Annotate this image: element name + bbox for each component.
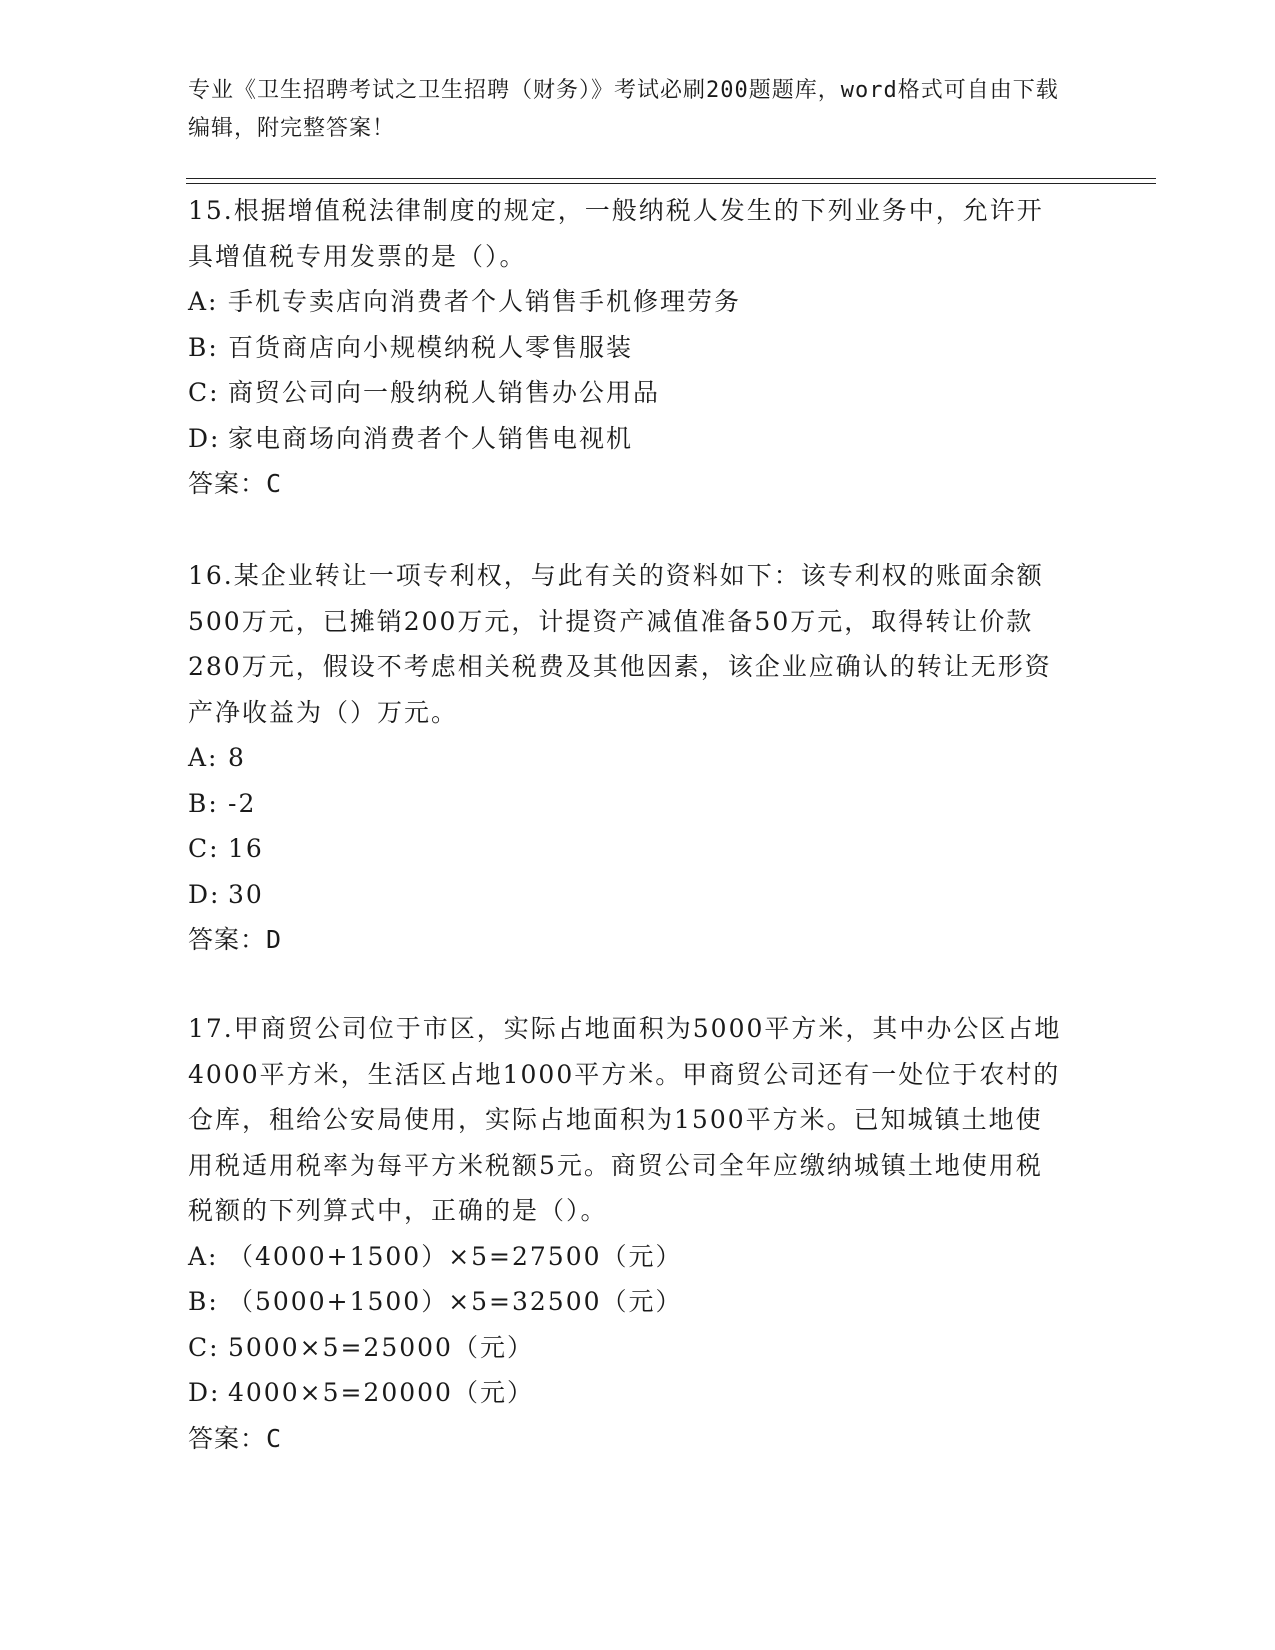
option-key: A: — [188, 1241, 219, 1271]
question-stem: 16.某企业转让一项专利权，与此有关的资料如下：该专利权的账面余额500万元，已摊销200万元，计提资产减值准备50万元，取得转让价款280万元，假设不考虑相关税费及其他因素，该企业应确认的转让无形资产净收益为（）万元。 — [188, 561, 1052, 727]
answer-line: 答案：C — [188, 1423, 283, 1453]
option-key: C: — [188, 834, 220, 863]
option-text: （4000+1500）×5=27500（元） — [228, 1241, 683, 1271]
option-b — [188, 325, 1068, 371]
option-key: B: — [188, 788, 219, 818]
option-text: 商贸公司向一般纳税人销售办公用品 — [228, 378, 661, 407]
option-text: （5000+1500）×5=32500（元） — [228, 1287, 683, 1316]
option-key: D: — [188, 879, 221, 909]
option-b — [188, 1279, 1068, 1325]
option-b — [188, 781, 1068, 827]
option-key: C: — [188, 378, 220, 407]
option-a — [188, 1234, 1068, 1280]
option-text: -2 — [228, 788, 257, 818]
question-16 — [188, 553, 1068, 963]
question-15 — [188, 188, 1068, 507]
question-stem: 17.甲商贸公司位于市区，实际占地面积为5000平方米，其中办公区占地4000平方米，生活区占地1000平方米。甲商贸公司还有一处位于农村的仓库，租给公安局使用，实际占地面积为1500平方米。已知城镇土地使用税适用税率为每平方米税额5元。商贸公司全年应缴纳城镇土地使用税税额的下列算式中，正确的是（）。 — [188, 1014, 1062, 1225]
option-text: 16 — [228, 834, 264, 863]
option-d — [188, 872, 1068, 918]
option-d — [188, 416, 1068, 462]
answer-line: 答案：D — [188, 925, 283, 954]
option-a — [188, 279, 1068, 325]
option-key: A: — [188, 287, 219, 316]
question-17 — [188, 1006, 1068, 1461]
option-key: B: — [188, 332, 219, 362]
question-stem: 15.根据增值税法律制度的规定，一般纳税人发生的下列业务中，允许开具增值税专用发票的是（）。 — [188, 196, 1044, 271]
option-text: 30 — [228, 879, 264, 909]
option-d — [188, 1370, 1068, 1416]
option-key: A: — [188, 743, 219, 772]
header-divider-top — [186, 178, 1156, 179]
option-text: 5000×5=25000（元） — [228, 1332, 534, 1362]
option-a — [188, 735, 1068, 781]
option-c — [188, 1325, 1068, 1371]
option-text: 8 — [228, 743, 246, 772]
option-c — [188, 826, 1068, 872]
option-key: D: — [188, 1378, 221, 1407]
document-header: 专业《卫生招聘考试之卫生招聘（财务）》考试必刷200题题库，word格式可自由下载编辑，附完整答案！ — [188, 78, 1059, 141]
header-divider-bottom — [186, 183, 1156, 184]
option-text: 4000×5=20000（元） — [228, 1378, 534, 1407]
option-c — [188, 370, 1068, 416]
answer-line: 答案：C — [188, 469, 283, 498]
option-text: 手机专卖店向消费者个人销售手机修理劳务 — [228, 287, 742, 316]
option-text: 家电商场向消费者个人销售电视机 — [228, 423, 634, 453]
option-key: C: — [188, 1332, 220, 1362]
option-text: 百货商店向小规模纳税人零售服装 — [228, 332, 634, 362]
option-key: D: — [188, 423, 221, 453]
option-key: B: — [188, 1287, 219, 1316]
